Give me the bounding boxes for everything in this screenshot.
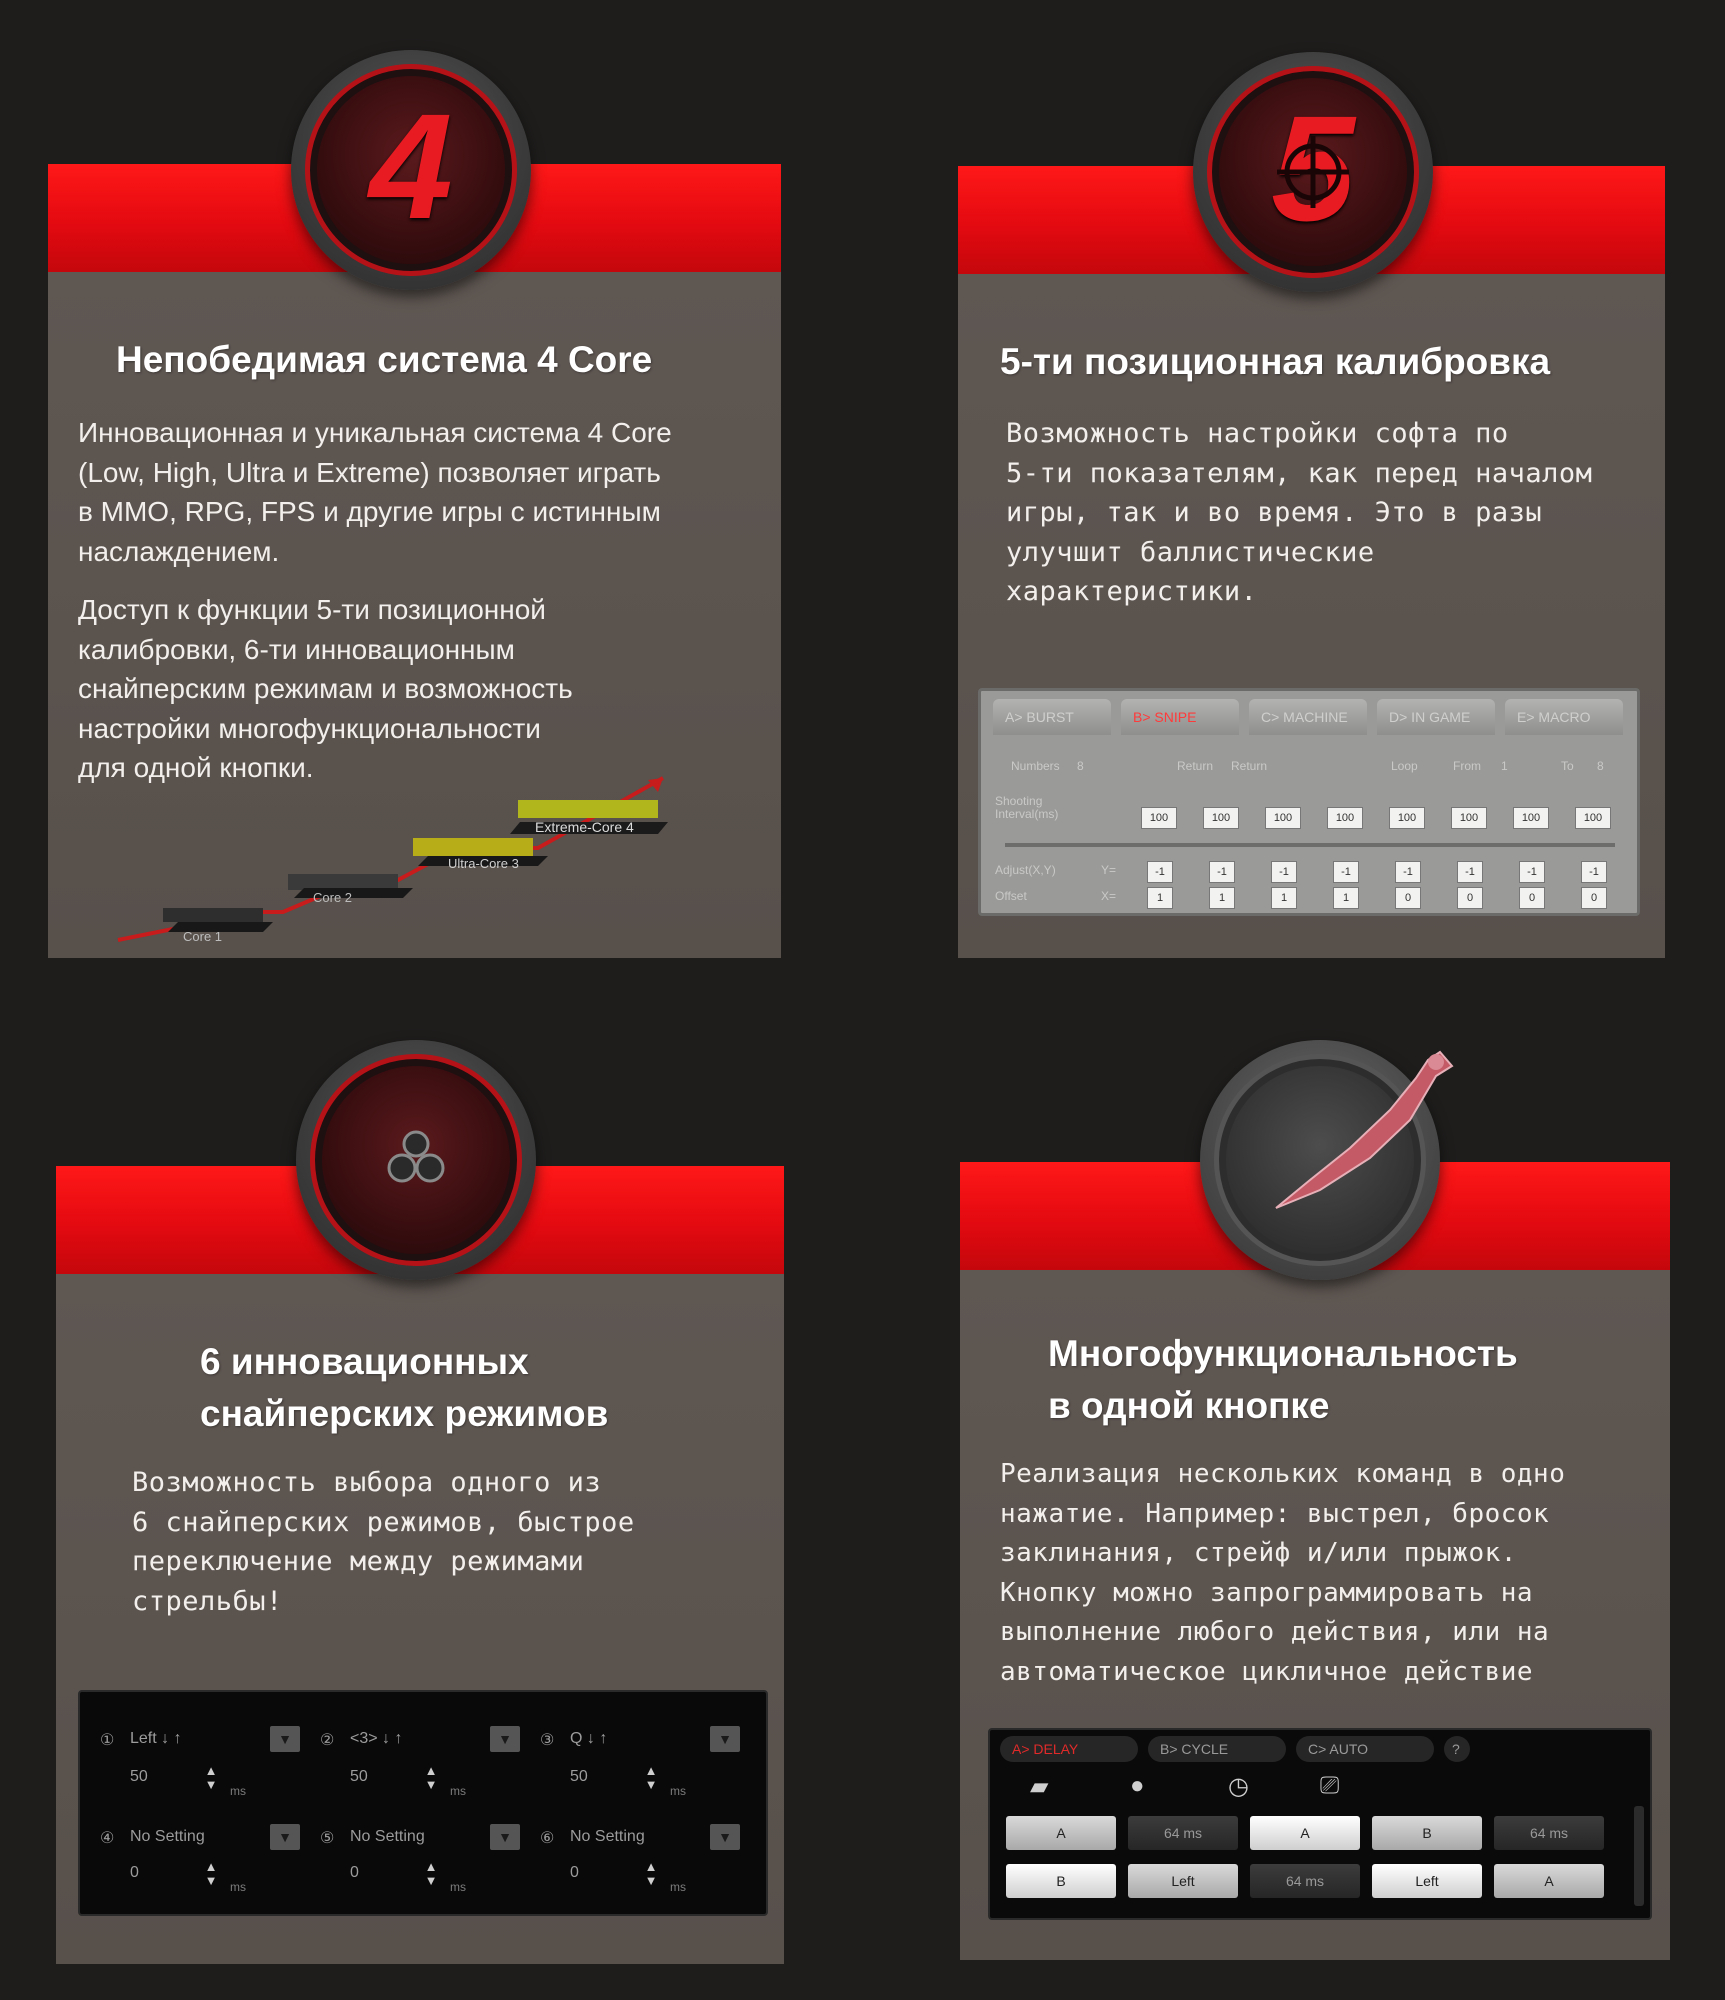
numbers-select[interactable]: 8 <box>1077 759 1084 773</box>
trefoil-icon <box>380 1124 452 1196</box>
mode-number: ② <box>320 1732 335 1749</box>
stepper-icon[interactable]: ▲ ▼ <box>644 1859 658 1888</box>
card-title: Непобедимая система 4 Core <box>116 339 653 380</box>
card-paragraph-1: Инновационная и уникальная система 4 Core (Low, High, Ultra и Extreme) позволяет играть в MMO, RPG, FPS и другие игры с истинным наслаждением. <box>78 417 672 567</box>
stepper-icon[interactable]: ▲ ▼ <box>204 1859 218 1888</box>
from-select[interactable]: 1 <box>1501 759 1508 773</box>
to-label: To <box>1561 759 1574 773</box>
ms-unit: ms <box>230 1784 246 1798</box>
adjust-x-field[interactable]: 1 <box>1333 887 1359 909</box>
mouse-icon[interactable]: ● <box>1130 1772 1145 1799</box>
interval-field[interactable]: 100 <box>1513 807 1549 829</box>
blade-icon <box>1240 1040 1460 1220</box>
to-value: 8 <box>1597 759 1604 773</box>
core-4-label: Extreme-Core 4 <box>535 819 634 835</box>
feature-card-multifunction <box>960 1040 1670 1960</box>
help-icon[interactable]: ? <box>1444 1736 1470 1762</box>
card-paragraph: Возможность выбора одного из 6 снайперских режимов, быстрое переключение между режимами стрельбы! <box>132 1467 635 1617</box>
y-axis-label: Y= <box>1101 863 1117 877</box>
feature-card-sniper-modes <box>56 1040 784 1964</box>
panel-scrollbar[interactable] <box>1634 1806 1644 1906</box>
shooting-interval-label: Shooting Interval(ms) <box>995 794 1059 821</box>
macro-step-button[interactable]: 64 ms <box>1250 1864 1360 1898</box>
interval-field[interactable]: 100 <box>1389 807 1425 829</box>
card-paragraph: Реализация нескольких команд в одно нажатие. Например: выстрел, бросок заклинания, стрейф и/или прыжок. Кнопку можно запрограммировать на выполнение любого действия, или на автоматическое цикличное действие <box>1000 1459 1566 1687</box>
sniper-mode-settings-panel <box>78 1690 768 1916</box>
mode-delay-value[interactable]: 0 <box>130 1864 139 1881</box>
stepper-icon[interactable]: ▲ ▼ <box>204 1763 218 1792</box>
core-progression-graphic <box>108 770 728 950</box>
loop-label: Loop <box>1391 759 1418 773</box>
mode-key-label: <3> ↓ ↑ <box>350 1730 403 1747</box>
interval-field[interactable]: 100 <box>1203 807 1239 829</box>
tab-macro[interactable]: E> MACRO <box>1505 699 1623 735</box>
numbers-label: Numbers <box>1011 759 1060 773</box>
return-select[interactable]: Return <box>1231 759 1268 773</box>
ms-unit: ms <box>670 1784 686 1798</box>
adjust-y-field[interactable]: -1 <box>1581 861 1607 883</box>
stepper-icon[interactable]: ▲ ▼ <box>424 1763 438 1792</box>
macro-step-button[interactable]: Left <box>1372 1864 1482 1898</box>
x-axis-label: X= <box>1101 889 1117 903</box>
macro-step-button[interactable]: B <box>1006 1864 1116 1898</box>
medal-number: 5 <box>1271 84 1355 253</box>
ms-unit: ms <box>230 1880 246 1894</box>
crosshair-icon <box>1273 132 1353 212</box>
mode-number: ① <box>100 1732 115 1749</box>
mode-key-label: No Setting <box>350 1828 425 1845</box>
macro-step-button[interactable]: A <box>1006 1816 1116 1850</box>
mode-delay-value[interactable]: 0 <box>350 1864 359 1881</box>
offset-label: Offset <box>995 889 1027 903</box>
macro-step-button[interactable]: 64 ms <box>1494 1816 1604 1850</box>
adjust-y-field[interactable]: -1 <box>1519 861 1545 883</box>
interval-field[interactable]: 100 <box>1451 807 1487 829</box>
interval-field[interactable]: 100 <box>1141 807 1177 829</box>
core-1-label: Core 1 <box>183 929 223 944</box>
dropdown-arrow-icon[interactable]: ▼ <box>270 1824 300 1850</box>
mode-number: ⑤ <box>320 1830 335 1847</box>
macro-step-button[interactable]: A <box>1494 1864 1604 1898</box>
sniper-mode-medal-icon <box>296 1040 536 1280</box>
card-title: 6 инновационных снайперских режимов <box>200 1341 609 1434</box>
mode-key-label: Left ↓ ↑ <box>130 1730 182 1747</box>
adjust-y-field[interactable]: -1 <box>1333 861 1359 883</box>
dropdown-arrow-icon[interactable]: ▼ <box>710 1726 740 1752</box>
return-label: Return <box>1177 759 1214 773</box>
card-paragraph-2: Доступ к функции 5-ти позиционной калибровки, 6-ти инновационным снайперским режимам и возможность настройки многофункциональности для одной кнопки. <box>78 594 573 783</box>
mode-delay-value[interactable]: 50 <box>130 1768 148 1785</box>
ms-unit: ms <box>450 1880 466 1894</box>
mode-key-label: Q ↓ ↑ <box>570 1730 608 1747</box>
number-4-medal-icon <box>291 50 531 290</box>
macro-step-button[interactable]: A <box>1250 1816 1360 1850</box>
tab-cycle[interactable]: B> CYCLE <box>1148 1736 1286 1762</box>
mode-delay-value[interactable]: 0 <box>570 1864 579 1881</box>
mode-number: ③ <box>540 1732 555 1749</box>
card-title: 5-ти позиционная калибровка <box>1000 341 1551 382</box>
interval-field[interactable]: 100 <box>1327 807 1363 829</box>
tab-delay[interactable]: A> DELAY <box>1000 1736 1138 1762</box>
number-5-crosshair-medal-icon <box>1193 52 1433 292</box>
adjust-y-field[interactable]: -1 <box>1147 861 1173 883</box>
macro-step-button[interactable]: B <box>1372 1816 1482 1850</box>
adjust-x-field[interactable]: 0 <box>1581 887 1607 909</box>
timer-icon[interactable]: ◷ <box>1228 1773 1249 1800</box>
adjust-x-field[interactable]: 1 <box>1147 887 1173 909</box>
adjust-x-field[interactable]: 0 <box>1395 887 1421 909</box>
dropdown-arrow-icon[interactable]: ▼ <box>270 1726 300 1752</box>
dropdown-arrow-icon[interactable]: ▼ <box>490 1824 520 1850</box>
adjust-y-field[interactable]: -1 <box>1271 861 1297 883</box>
dropdown-arrow-icon[interactable]: ▼ <box>490 1726 520 1752</box>
tab-auto[interactable]: C> AUTO <box>1296 1736 1434 1762</box>
mode-key-label: No Setting <box>570 1828 645 1845</box>
adjust-y-field[interactable]: -1 <box>1209 861 1235 883</box>
keyboard-icon[interactable]: ▰ <box>1030 1773 1049 1800</box>
stepper-icon[interactable]: ▲ ▼ <box>644 1763 658 1792</box>
feature-card-4-core <box>48 50 781 958</box>
macro-step-button[interactable]: 64 ms <box>1128 1816 1238 1850</box>
adjust-y-field[interactable]: -1 <box>1395 861 1421 883</box>
mode-delay-value[interactable]: 50 <box>350 1768 368 1785</box>
interval-field[interactable]: 100 <box>1265 807 1301 829</box>
interval-field[interactable]: 100 <box>1575 807 1611 829</box>
card-paragraph: Возможность настройки софта по 5-ти показателям, как перед началом игры, так и во время. Это в разы улучшит баллистические характеристики. <box>1006 418 1593 607</box>
card-title: Многофункциональность в одной кнопке <box>1048 1333 1518 1426</box>
ms-unit: ms <box>670 1880 686 1894</box>
adjust-label: Adjust(X,Y) <box>995 863 1056 877</box>
tab-in-game[interactable]: D> IN GAME <box>1377 699 1495 735</box>
core-2-label: Core 2 <box>313 890 353 905</box>
record-icon[interactable]: ⎚ <box>1320 1772 1340 1799</box>
ms-unit: ms <box>450 1784 466 1798</box>
tab-snipe[interactable]: B> SNIPE <box>1121 699 1239 735</box>
medal-number: 4 <box>369 82 453 251</box>
core-3-label: Ultra-Core 3 <box>448 856 519 871</box>
interval-slider-track[interactable] <box>1005 843 1615 847</box>
mode-number: ⑥ <box>540 1830 555 1847</box>
tab-burst[interactable]: A> BURST <box>993 699 1111 735</box>
macro-step-button[interactable]: Left <box>1128 1864 1238 1898</box>
feature-card-calibration <box>958 52 1665 958</box>
mode-delay-value[interactable]: 50 <box>570 1768 588 1785</box>
adjust-x-field[interactable]: 0 <box>1519 887 1545 909</box>
adjust-x-field[interactable]: 1 <box>1271 887 1297 909</box>
mode-number: ④ <box>100 1830 115 1847</box>
from-label: From <box>1453 759 1481 773</box>
adjust-y-field[interactable]: -1 <box>1457 861 1483 883</box>
dropdown-arrow-icon[interactable]: ▼ <box>710 1824 740 1850</box>
macro-key-panel <box>988 1728 1652 1920</box>
calibration-software-panel <box>978 688 1640 916</box>
stepper-icon[interactable]: ▲ ▼ <box>424 1859 438 1888</box>
tab-machine[interactable]: C> MACHINE <box>1249 699 1367 735</box>
adjust-x-field[interactable]: 0 <box>1457 887 1483 909</box>
mode-key-label: No Setting <box>130 1828 205 1845</box>
adjust-x-field[interactable]: 1 <box>1209 887 1235 909</box>
